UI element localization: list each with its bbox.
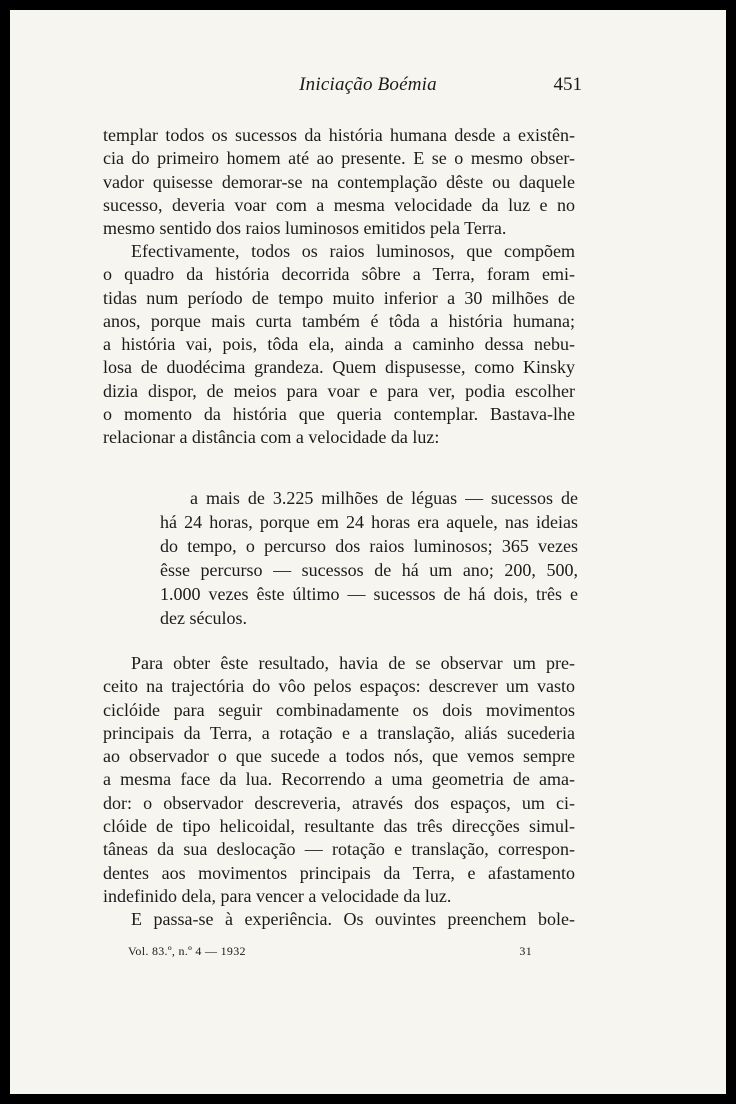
text-line: 1.000 vezes êste último — sucessos de há dois, três e <box>160 584 578 604</box>
text-line: ceito na trajectória do vôo pelos espaços: descrever um vasto <box>103 676 575 697</box>
text-line: indefinido dela, para vencer a velocidade da luz. <box>103 885 452 906</box>
text-line: vador quisesse demorar-se na contemplação dêste ou daquele <box>103 171 575 192</box>
text-line: clóide de tipo helicoidal, resultante das três direcções simul- <box>103 816 575 837</box>
page-number: 451 <box>553 74 582 95</box>
paragraph-4 <box>103 908 575 931</box>
text-line: sucesso, deveria voar com a mesma velocidade da luz e no <box>103 194 575 215</box>
text-line: relacionar a distância com a velocidade da luz: <box>103 427 440 448</box>
text-line: anos, porque mais curta também é tôda a história humana; <box>103 310 575 331</box>
text-line: Efectivamente, todos os raios luminosos, que compõem <box>131 241 575 261</box>
text-line: ciclóide para seguir combinadamente os dois movimentos <box>103 699 575 720</box>
text-line: ao observador o que sucede a todos nós, que vemos sempre <box>103 746 575 767</box>
indented-block <box>160 486 578 630</box>
running-title: Iniciação Boémia <box>299 74 437 95</box>
text-line: êsse percurso — sucessos de há um ano; 200, 500, <box>160 560 578 580</box>
paragraph-3 <box>103 652 575 908</box>
text-line: a mesma face da lua. Recorrendo a uma geometria de ama- <box>103 769 575 790</box>
text-line: dizia dispor, de meios para voar e para ver, podia escolher <box>103 380 575 401</box>
text-line: a história vai, pois, tôda ela, ainda a caminho dessa nebu- <box>103 334 575 355</box>
volume-info: Vol. 83.º, n.º 4 — 1932 <box>128 944 246 958</box>
running-header <box>10 74 726 100</box>
text-line: há 24 horas, porque em 24 horas era aquele, nas ideias <box>160 512 578 532</box>
text-line: tidas num período de tempo muito inferior a 30 milhões de <box>103 287 575 308</box>
book-page <box>10 10 726 1094</box>
paragraph-1 <box>103 124 575 240</box>
text-line: o momento da história que queria contemplar. Bastava-lhe <box>103 404 575 425</box>
text-line: dez séculos. <box>160 608 247 628</box>
text-line: dentes aos movimentos principais da Terra, e afastamento <box>103 862 575 883</box>
text-line: cia do primeiro homem até ao presente. E se o mesmo obser- <box>103 148 575 169</box>
paragraph-2 <box>103 240 575 450</box>
text-line: losa de duodécima grandeza. Quem dispusesse, como Kinsky <box>103 357 575 378</box>
text-line: o quadro da história decorrida sôbre a Terra, foram emi- <box>103 264 575 285</box>
signature-mark: 31 <box>519 944 532 958</box>
text-line: E passa-se à experiência. Os ouvintes preenchem bole- <box>131 909 575 929</box>
text-line: principais da Terra, a rotação e a translação, aliás sucederia <box>103 722 575 743</box>
text-line: do tempo, o percurso dos raios luminosos; 365 vezes <box>160 536 578 556</box>
text-line: mesmo sentido dos raios luminosos emitidos pela Terra. <box>103 218 507 239</box>
text-line: dor: o observador descreveria, através dos espaços, um ci- <box>103 792 575 813</box>
text-line: a mais de 3.225 milhões de léguas — sucessos de <box>190 488 578 508</box>
text-line: templar todos os sucessos da história humana desde a existên- <box>103 125 575 145</box>
text-line: Para obter êste resultado, havia de se observar um pre- <box>131 653 575 673</box>
text-line: tâneas da sua deslocação — rotação e translação, correspon- <box>103 839 575 860</box>
